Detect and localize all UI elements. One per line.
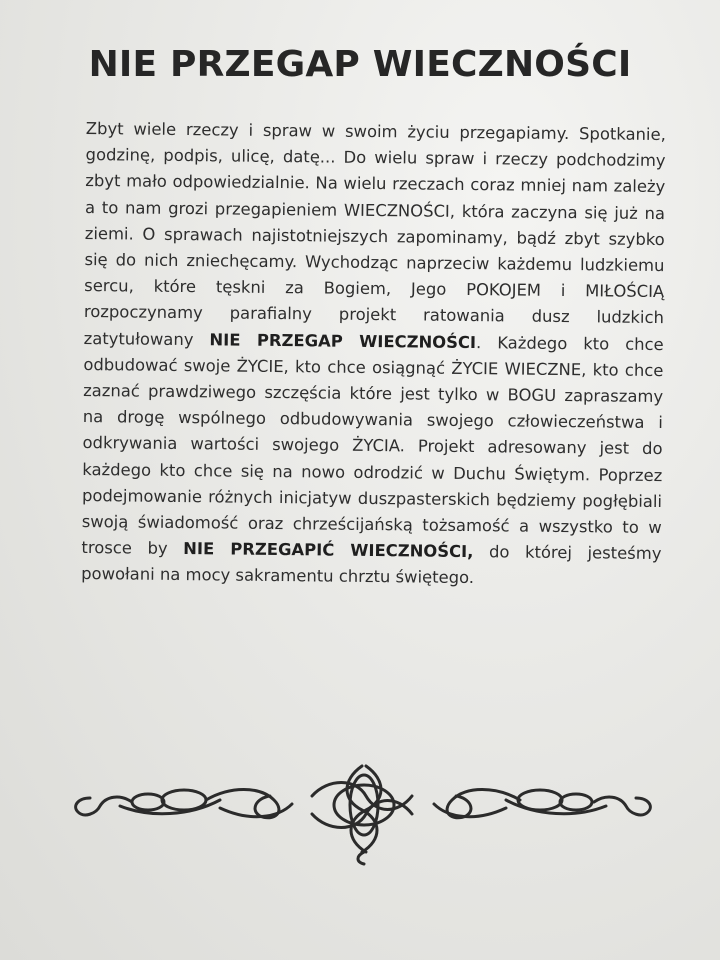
body-paragraph: [81, 116, 666, 594]
paragraph-text-part2: . Każdego kto chce odbudować swoje ŻYCIE, kto chce osiągnąć ŻYCIE WIECZNE, kto chce zaznać prawdziwego szczęścia które jest tylko w BOGU zapraszamy na drogę wspólnego odbudowywania swojego człowieczeństwa i odkrywania wartości swojego ŻYCIA. Projekt adresowany jest do każdego kto chce się na nowo odrodzić w Duchu Świętym. Poprzez podejmowanie różnych inicjatyw duszpasterskich będziemy pogłębiali swoją świadomość oraz chrześcijańską tożsamość a wszystko to w trosce by: [81, 332, 664, 559]
paragraph-emphasis-motto: NIE PRZEGAPIĆ WIECZNOŚCI,: [183, 539, 474, 562]
paragraph-emphasis-project-name: NIE PRZEGAP WIECZNOŚCI: [209, 329, 477, 352]
paragraph-text-part3: do której jesteśmy powołani na mocy sakramentu chrztu świętego.: [81, 542, 662, 588]
decorative-scroll-flourish-icon: [60, 756, 670, 866]
paragraph-text-part1: Zbyt wiele rzeczy i spraw w swoim życiu przegapiamy. Spotkanie, godzinę, podpis, ulicę, datę... Do wielu spraw i rzeczy podchodzimy zbyt mało odpowiedzialnie. Na wielu rzeczach coraz mniej nam zależy a to nam grozi przegapieniem WIECZNOŚCI, która zaczyna się już na ziemi. O sprawach najistotniejszych zapominamy, bądź zbyt szybko się do nich zniechęcamy. Wychodząc naprzeciw każdemu ludzkiemu sercu, które tęskni za Bogiem, Jego POKOJEM i MIŁOŚCIĄ rozpoczynamy parafialny projekt ratowania dusz ludzkich zatytułowany: [83, 118, 666, 349]
page-title: NIE PRZEGAP WIECZNOŚCI: [88, 44, 632, 85]
